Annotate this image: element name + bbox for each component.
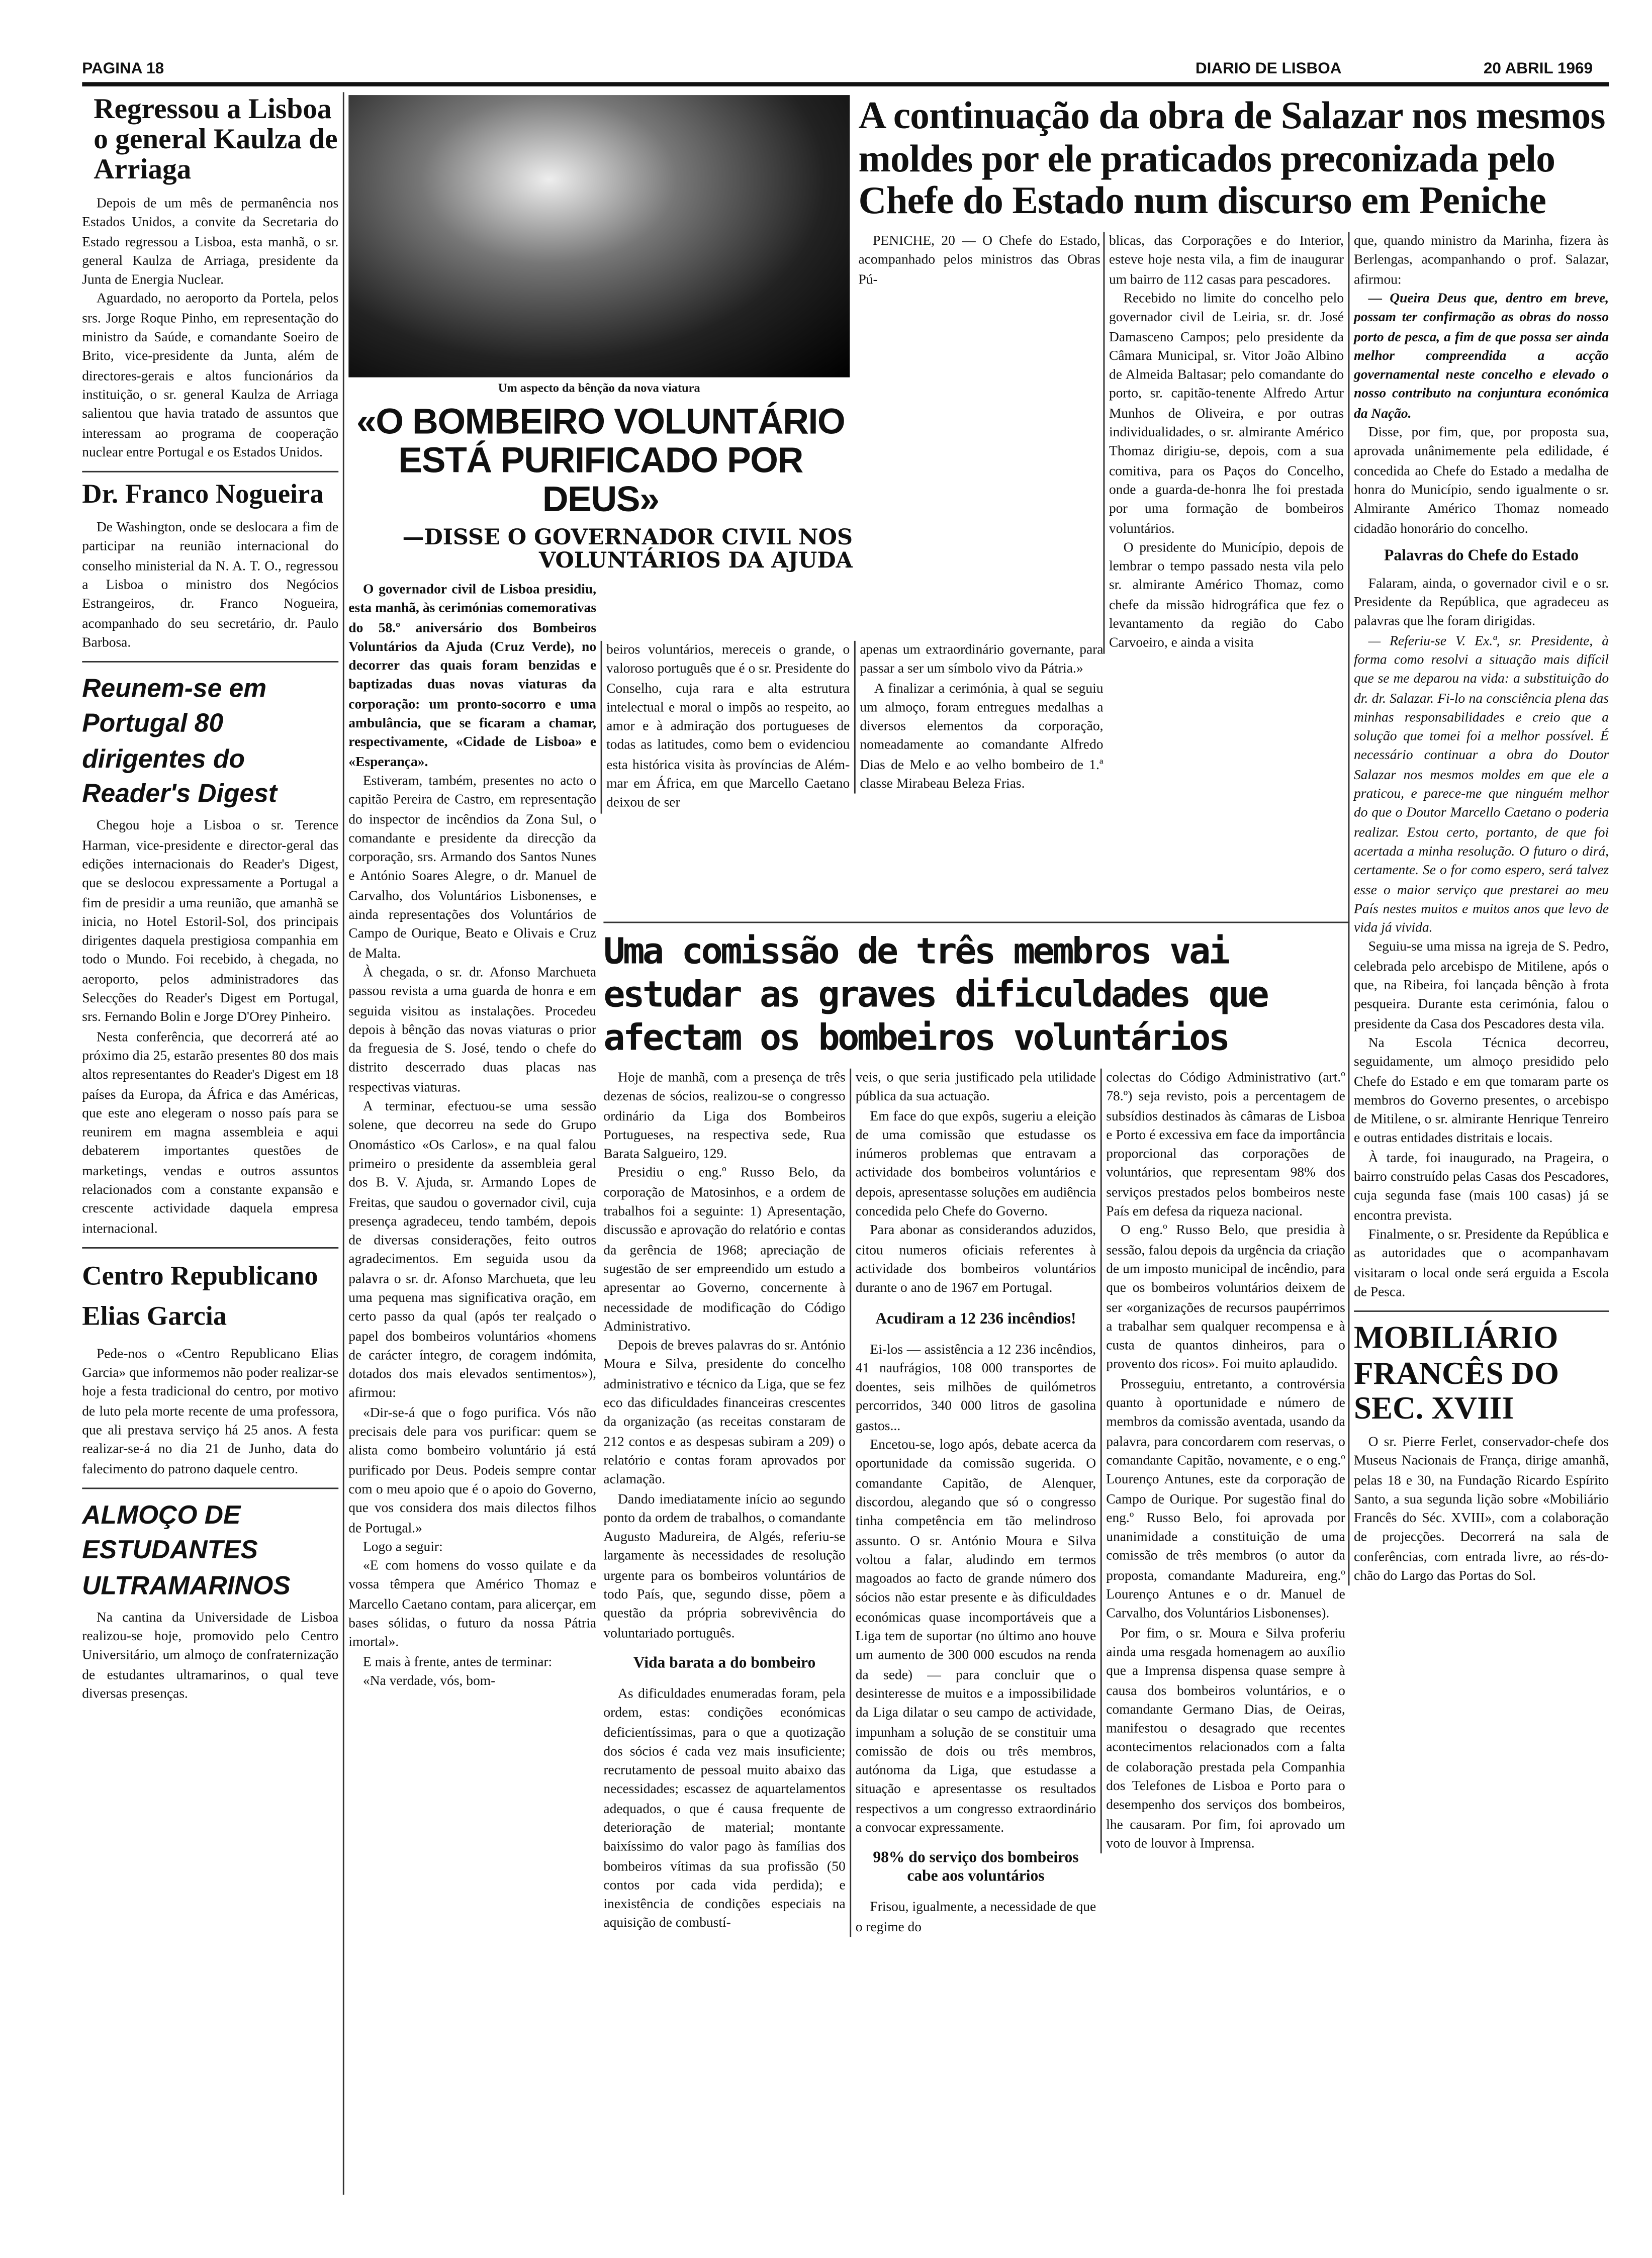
paragraph: A finalizar a cerimónia, à qual se seguiu um almoço, foram entregues medalhas a diversos elementos da corporação, nomeadamente ao comandante Alfredo Dias de Melo e ao velho bombeiro de 1.ª classe Mirabeau Beleza Frias. bbox=[860, 680, 1104, 792]
paragraph: Frisou, igualmente, a necessidade de que o regime do bbox=[855, 1900, 1096, 1935]
paragraph: veis, o que seria justificado pela utilidade pública da sua actuação. bbox=[855, 1070, 1096, 1105]
salazar-col3 bbox=[1348, 232, 1609, 1586]
paragraph: Disse, por fim, que, por proposta sua, aprovada unânimemente pela edilidade, é concedida ao Chefe do Estado a medalha de honra do Município, sendo igualmente o sr. Almirante Américo Thomaz nomeado cidadão honorário do concelho. bbox=[1354, 425, 1609, 537]
subheading: Vida barata a do bombeiro bbox=[633, 1654, 816, 1672]
paragraph: O eng.º Russo Belo, que presidia à sessão, falou depois da urgência da criação de um imposto municipal de incêndio, para que os bombeiros voluntários deixem de ser «organizações de recursos paupérrimos a trabalhar sem qualquer recompensa e à custa de quantos dinheiros, para o provento dos ricos». Foi muito aplaudido. bbox=[1106, 1223, 1345, 1373]
divider bbox=[603, 922, 1349, 923]
headline: Centro Republicano Elias Garcia bbox=[82, 1261, 318, 1333]
headline-bombeiro: «O BOMBEIRO VOLUNTÁRIO ESTÁ PURIFICADO POR DEUS» bbox=[356, 402, 845, 520]
paragraph: E mais à frente, antes de terminar: bbox=[362, 1654, 553, 1670]
headline-comissao: Uma comissão de três membros vai estudar as graves dificuldades que afectam os bombeiros voluntários bbox=[603, 930, 1267, 1059]
paragraph: — Referiu-se V. Ex.ª, sr. Presidente, à forma como resolvi a situação mais difícil que se me deparou na vida: a substituição do dr. dr. Salazar. Fi-lo na consciência plena das minhas responsabilidades e creio que a solução que tomei foi a melhor possível. É necessário continuar a obra do Doutor Salazar nos mesmos moldes em que ele a praticou, e parece-me que ninguém melhor do que o Doutor Marcello Caetano o poderia realizar. Estou certo, portanto, de que foi acertada a minha resolução. O futuro o dirá, certamente. Se o for como espero, será talvez esse o maior serviço que prestarei ao meu País nestes muitos e muitos anos que levo de vida já vivida. bbox=[1354, 633, 1609, 936]
paragraph: Aguardado, no aeroporto da Portela, pelos srs. Jorge Roque Pinho, em representação do ministro da Saúde, e comandante Soeiro de Brito, vice-presidente da Junta, além de directores-gerais e altos funcionários da instituição, o sr. general Kaulza de Arriaga salientou que havia tratado de assuntos que interessam ao programa de cooperação nuclear entre Portugal e os Estados Unidos. bbox=[82, 292, 339, 461]
paragraph: O sr. Pierre Ferlet, conservador-chefe dos Museus Nacionais de França, dirige amanhã, pelas 18 e 30, na Fundação Ricardo Espírito Santo, a sua segunda lição sobre «Mobiliário Francês do Séc. XVIII», com a colaboração de projecções. Decorrerá na sala de conferências, com entrada livre, ao rés-do-chão do Largo das Portas do Sol. bbox=[1354, 1434, 1609, 1584]
article-comissao bbox=[603, 922, 1349, 1937]
headline: ALMOÇO DE ESTUDANTES ULTRAMARINOS bbox=[82, 1500, 291, 1600]
paragraph: Na cantina da Universidade de Lisboa realizou-se hoje, promovido pelo Centro Universitário, um almoço de confraternização de estudantes ultramarinos, o qual teve diversas presenças. bbox=[82, 1610, 339, 1703]
comissao-col3 bbox=[1100, 1069, 1345, 1854]
masthead-rule bbox=[82, 82, 1609, 86]
headline-salazar: A continuação da obra de Salazar nos mesmos moldes por ele praticados preconizada pelo Chefe do Estado num discurso em Peniche bbox=[858, 93, 1605, 223]
paragraph: Nesta conferência, que decorrerá até ao próximo dia 25, estarão presentes 80 dos mais altos representantes do Reader's Digest em 18 países da Europa, da África e das Américas, que este ano elegeram o nosso país para se reunirem em magna assembleia e aqui debaterem importantes questões de marketings, vendas e outros assuntos relacionados com a constante expansão e crescente actividade daquela empresa internacional. bbox=[82, 1029, 339, 1237]
paragraph: beiros voluntários, mereceis o grande, o valoroso português que é o sr. Presidente do Conselho, cuja rara e alta estrutura intelectual e moral o impõs ao respeito, ao amor e à admiração dos portugueses de todas as latitudes, como bem o evidenciou esta histórica visita às províncias de Além-mar em África, em que Marcello Caetano deixou de ser bbox=[606, 642, 850, 812]
divider bbox=[82, 1247, 338, 1249]
left-column bbox=[82, 95, 338, 1704]
salazar-col1 bbox=[858, 232, 1100, 289]
paragraph: As dificuldades enumeradas foram, pela ordem, estas: condições económicas deficientíssimas, para o que a quotização dos sócios é cada vez mais insuficiente; recrutamento de pessoal muito abaixo das necessidades; escassez de aquartelamentos adequados, o que é causa frequente de deterioração de material; montante baixíssimo do valor pago às famílias dos bombeiros vítimas da sua profissão (50 contos por cada vida perdida); e inexistência de condições especiais na aquisição de combustí- bbox=[603, 1686, 846, 1932]
paragraph: colectas do Código Administrativo (art.º 78.º) seja revisto, pois a percentagem de subsídios destinados às câmaras de Lisboa e Porto é excessiva em face da importância proporcional das corporações de voluntários, que representam 98% dos serviços prestados pelos bombeiros neste País em defesa da riqueza nacional. bbox=[1106, 1070, 1345, 1220]
paragraph: Finalmente, o sr. Presidente da República e as autoridades que o acompanhavam visitaram o local onde será erguida a Escola de Pesca. bbox=[1354, 1227, 1609, 1300]
bombeiro-col1 bbox=[348, 581, 596, 1691]
paragraph: Logo a seguir: bbox=[362, 1539, 443, 1555]
issue-date: 20 ABRIL 1969 bbox=[1483, 60, 1593, 78]
subheading: 98% do serviço dos bombeiros cabe aos voluntários bbox=[873, 1849, 1079, 1886]
photo-caption: Um aspecto da bênção da nova viatura bbox=[498, 380, 700, 395]
paragraph: Estiveram, também, presentes no acto o capitão Pereira de Castro, em representação do inspector de incêndios da Zona Sul, o comandante e presidente da direcção da corporação, srs. Armando dos Santos Nunes e António Soares Alegre, o dr. Manuel de Carvalho, dos Voluntários Lisbonenses, e ainda representações dos Voluntários de Campo de Ourique, Beato e Olivais e Cruz de Malta. bbox=[348, 773, 597, 962]
paragraph: Por fim, o sr. Moura e Silva proferiu ainda uma resgada homenagem ao auxílio que a Imprensa dispensa quase sempre à causa dos bombeiros voluntários, e o comandante Germano Dias, de Oeiras, manifestou o desagrado que recentes acontecimentos relacionados com a falta de colaboração prestada pela Companhia dos Telefones de Lisboa e Porto para o desempenho dos serviços dos bombeiros, lhe causaram. Por fim, foi aprovado um voto de louvor à Imprensa. bbox=[1106, 1625, 1345, 1852]
comissao-col1 bbox=[603, 1069, 845, 1934]
headline: Regressou a Lisboa o general Kaulza de Arriaga bbox=[94, 93, 338, 186]
subheading: Acudiram a 12 236 incêndios! bbox=[875, 1309, 1076, 1328]
paragraph: Presidiu o eng.º Russo Belo, da corporação de Matosinhos, e a ordem de trabalhos foi a seguinte: 1) Apresentação, discussão e aprovação do relatório e contas da gerência de 1968; apreciação de sugestão de ser empreendido um estudo a apresentar ao Governo, concernente à necessidade de modificação do Código Administrativo. bbox=[603, 1166, 846, 1335]
headline-mobiliario: MOBILIÁRIO FRANCÊS DO SEC. XVIII bbox=[1354, 1319, 1559, 1427]
divider bbox=[82, 471, 338, 473]
paragraph: Depois de breves palavras do sr. António Moura e Silva, presidente do concelho administrativo e técnico da Liga, que se fez eco das dificuldades financeiras crescentes da organização (as receitas constaram de 212 contos e as despesas subiram a 209) o relatório e contas foram aprovados por aclamação. bbox=[603, 1338, 846, 1488]
middle-stack bbox=[601, 641, 1107, 893]
comissao-col2 bbox=[850, 1069, 1096, 1937]
paragraph: Dando imediatamente início ao segundo ponto da ordem de trabalhos, o comandante Augusto Madureira, de Algés, referiu-se largamente às necessidades de resolução urgente para os bombeiros voluntários de todo País, que, segundo disse, põem a questão da própria sobrevivência do voluntariado português. bbox=[603, 1491, 846, 1641]
paragraph: Para abonar as considerandos aduzidos, citou numeros oficiais referentes à actividade dos bombeiros voluntários durante o ano de 1967 em Portugal. bbox=[855, 1223, 1096, 1297]
paragraph: O governador civil de Lisboa presidiu, esta manhã, às cerimónias comemorativas do 58.º aniversário dos Bombeiros Voluntários da Ajuda (Cruz Verde), no decorrer das quais foram benzidas e baptizadas duas novas viaturas da corporação: um pronto-socorro e uma ambulância, que se ficaram a chamar, respectivamente, «Cidade de Lisboa» e «Esperança». bbox=[348, 582, 597, 770]
divider bbox=[1354, 1310, 1609, 1312]
paragraph: Hoje de manhã, com a presença de três dezenas de sócios, realizou-se o congresso ordinário da Liga dos Bombeiros Portugueses, na respectiva sede, Rua Barata Salgueiro, 129. bbox=[603, 1070, 846, 1163]
divider bbox=[82, 661, 338, 663]
page-number: PAGINA 18 bbox=[82, 60, 164, 78]
headline: Reunem-se em Portugal 80 dirigentes do Reader's Digest bbox=[82, 674, 278, 808]
paragraph: apenas um extraordinário governante, para passar a ser um símbolo vivo da Pátria.» bbox=[860, 642, 1104, 678]
column-rule bbox=[343, 92, 344, 2195]
paragraph: De Washington, onde se deslocara a fim de participar na reunião internacional do conselho ministerial da N. A. T. O., regressou a Lisboa o ministro dos Negócios Estrangeiros, dr. Franco Nogueira, acompanhado do seu secretário, dr. Paulo Barbosa. bbox=[82, 520, 339, 651]
paragraph: A terminar, efectuou-se uma sessão solene, que decorreu na sede do Grupo Onomástico «Os Carlos», e na qual falou primeiro o presidente da assembleia geral dos B. V. Ajuda, sr. Armando Lopes de Freitas, que saudou o governador civil, cuja presença agradeceu, tendo também, depois de diversas considerações, feito outros agradecimentos. Em seguida usou da palavra o sr. dr. Afonso Marchueta, que leu uma pequena mas significativa oração, em certo passo da qual (após ter realçado o papel dos bombeiros voluntários «homens de carácter íntegro, de coragem indómita, dotados dos mais elevados sentimentos»), afirmou: bbox=[348, 1098, 597, 1402]
paragraph: Falaram, ainda, o governador civil e o sr. Presidente da República, que agradeceu as palavras que lhe foram dirigidas. bbox=[1354, 576, 1609, 630]
article-kaulza bbox=[82, 195, 338, 462]
paragraph: «Na verdade, vós, bom- bbox=[362, 1673, 496, 1689]
paragraph: À tarde, foi inaugurado, na Prageira, o bairro construído pelas Casas dos Pescadores, cuja segunda fase (mais 100 casas) já se encontra prevista. bbox=[1354, 1150, 1609, 1224]
paragraph: Depois de um mês de permanência nos Estados Unidos, a convite da Secretaria do Estado regressou a Lisboa, esta manhã, o sr. general Kaulza de Arriaga, presidente da Junta de Energia Nuclear. bbox=[82, 196, 339, 289]
paragraph: Na Escola Técnica decorreu, seguidamente, um almoço presidido pelo Chefe do Estado e em que tomaram parte os membros do Governo presentes, o arcebispo de Mitilene, o sr. almirante Henrique Tenreiro e outras entidades distritais e locais. bbox=[1354, 1035, 1609, 1147]
photo-fire-truck-blessing bbox=[348, 95, 850, 378]
paragraph: que, quando ministro da Marinha, fizera às Berlengas, acompanhando o prof. Salazar, afirmou: bbox=[1354, 233, 1609, 288]
paragraph: «Dir-se-á que o fogo purifica. Vós não precisais dele para vos purificar: quem se alista como bombeiro voluntário já está purificado por Deus. Podeis sempre contar com o meu apoio que é o apoio do Governo, que vos considera dos mais dilectos filhos de Portugal.» bbox=[348, 1405, 597, 1536]
divider bbox=[82, 1487, 338, 1489]
paragraph: Encetou-se, logo após, debate acerca da oportunidade da comissão sugerida. O comandante Capitão, de Alenquer, discordou, alegando que só o congresso tinha competência em tão melindroso assunto. O sr. António Moura e Silva voltou a falar, aludindo em termos magoados ao facto de grande número dos sócios não estar presente e às dificuldades económicas quase incomportáveis que a Liga tem de suportar (no último ano houve um aumento de 300 000 escudos na renda da sede) — para concluir que o desinteresse de muitos e a impossibilidade da Liga dilatar o seu campo de actividade, impunham a solução de se constituir uma comissão de dois ou três membros, autónoma da Liga, que estudasse a situação e apresentasse os resultados respectivos a um congresso extraordinário a convocar expressamente. bbox=[855, 1437, 1096, 1836]
paragraph: «E com homens do vosso quilate e da vossa têmpera que Américo Thomaz e Marcello Caetano contam, para alicerçar, em bases sólidas, o futuro da nossa Pátria imortal». bbox=[348, 1558, 597, 1651]
headline: Dr. Franco Nogueira bbox=[82, 480, 324, 510]
paragraph: Ei-los — assistência a 12 236 incêndios, 41 naufrágios, 108 000 transportes de doentes, seis milhões de quilómetros percorridos, 340 000 litros de gasolina gastos... bbox=[855, 1341, 1096, 1434]
paragraph: blicas, das Corporações e do Interior, esteve hoje nesta vila, a fim de inaugurar um bairro de 112 casas para pescadores. bbox=[1109, 233, 1344, 288]
paragraph: Pede-nos o «Centro Republicano Elias Garcia» que informemos não poder realizar-se hoje a festa tradicional do centro, por motivo de luto pela morte recente de uma professora, que ali prestava serviço há 25 anos. A festa realizar-se-á no dia 21 de Junho, data do falecimento do patrono daquele centro. bbox=[82, 1346, 339, 1477]
paragraph: O presidente do Município, depois de lembrar o tempo passado nesta vila pelo sr. almirante Américo Thomaz, como chefe da missão hidrográfica que fez o levantamento da região do Cabo Carvoeiro, e ainda a visita bbox=[1109, 539, 1344, 651]
paragraph: PENICHE, 20 — O Chefe do Estado, acompanhado pelos ministros das Obras Pú- bbox=[858, 233, 1100, 288]
paragraph: Prosseguiu, entretanto, a controvérsia quanto à oportunidade e número de membros da comissão aventada, usando da palavra, para concordarem com reservas, o comandante Capitão, novamente, e o eng.º Lourenço Antunes, este da corporação de Campo de Ourique. Por sugestão final do eng.º Russo Belo, foi aprovada por unanimidade a constituição de uma comissão de três membros (o autor da proposta, comandante Madureira, eng.º Lourenço Antunes e o dr. Manuel de Carvalho, dos Voluntários Lisbonenses). bbox=[1106, 1376, 1345, 1622]
subheading: Palavras do Chefe do Estado bbox=[1384, 547, 1579, 564]
subheadline-bombeiro: —DISSE O GOVERNADOR CIVIL NOS VOLUNTÁRIOS DA AJUDA bbox=[402, 524, 853, 574]
bombeiro-col2 bbox=[601, 641, 850, 813]
paragraph: Seguiu-se uma missa na igreja de S. Pedro, celebrada pelo arcebispo de Mitilene, após o que, na Ribeira, foi lançada bênção à frota pesqueira. Durante esta cerimónia, falou o presidente da Casa dos Pescadores desta vila. bbox=[1354, 939, 1609, 1032]
salazar-col2 bbox=[1104, 232, 1344, 653]
bombeiro-col3 bbox=[854, 641, 1104, 794]
paragraph: Em face do que expôs, sugeriu a eleição de uma comissão que estudasse os inúmeros problemas que entravam a actividade dos bombeiros voluntários e depois, apresentasse soluções em audiência concedida pelo Chefe do Governo. bbox=[855, 1108, 1096, 1220]
paragraph: Recebido no limite do concelho pelo governador civil de Leiria, sr. dr. José Damasceno Campos; pelo presidente da Câmara Municipal, sr. Vitor João Albino de Almeida Baltasar; pelo comandante do porto, sr. capitão-tenente Alfredo Artur Munhos de Oliveira, e por outras individualidades, o sr. almirante Américo Thomaz dirigiu-se, depois, com a sua comitiva, para os Paços do Concelho, onde a guarda-de-honra lhe foi prestada por uma formação de bombeiros voluntários. bbox=[1109, 291, 1344, 537]
paragraph: Chegou hoje a Lisboa o sr. Terence Harman, vice-presidente e director-geral das edições internacionais do Reader's Digest, que se deslocou expressamente a Portugal a fim de presidir a uma reunião, que amanhã se inicia, no Hotel Estoril-Sol, dos principais dirigentes daquela prestigiosa companhia em todo o Mundo. Foi recebido, à chegada, no aeroporto, pelos administradores das Selecções do Reader's Digest em Portugal, srs. Fernando Bolin e Jorge D'Orey Pinheiro. bbox=[82, 818, 339, 1026]
newspaper-name: DIARIO DE LISBOA bbox=[1195, 60, 1342, 78]
paragraph: — Queira Deus que, dentro em breve, possam ter confirmação as obras do nosso porto de pesca, a fim de que possa ser ainda melhor compreendida a acção governamental neste concelho e elevado o nosso contributo na conjuntura económica da Nação. bbox=[1354, 291, 1609, 422]
paragraph: À chegada, o sr. dr. Afonso Marchueta passou revista a uma guarda de honra e em seguida visitou as instalações. Procedeu depois à bênção das novas viaturas o prior da freguesia de S. José, tendo o chefe do distrito descerrado duas placas nas respectivas viaturas. bbox=[348, 965, 597, 1096]
